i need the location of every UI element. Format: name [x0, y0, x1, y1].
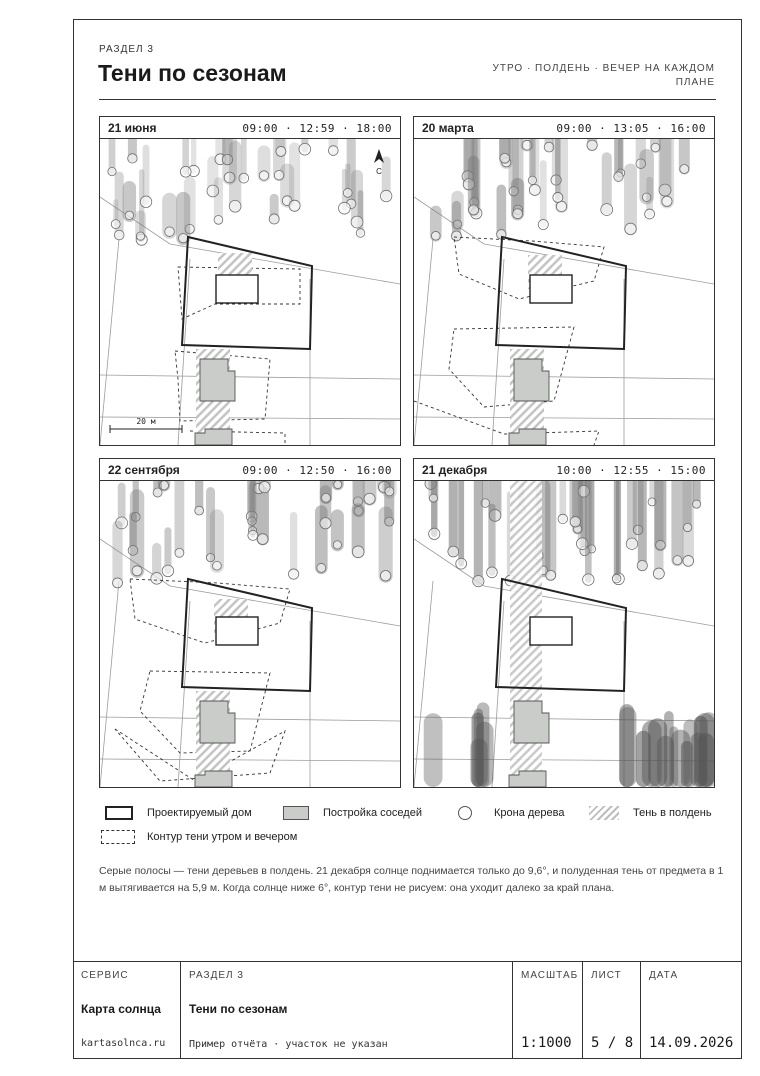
tree-crown	[108, 167, 116, 175]
scale-value: 1:1000	[521, 1035, 572, 1051]
service-url: kartasolnca.ru	[81, 1038, 166, 1049]
tree-crown	[299, 143, 311, 155]
tree-crown	[195, 506, 204, 515]
north-arrow-icon	[374, 149, 384, 163]
tree-crown	[683, 523, 691, 531]
tree-shadow	[690, 733, 705, 787]
legend-noon-shadow-label: Тень в полдень	[633, 807, 712, 819]
tree-shadow	[620, 704, 635, 787]
section-number: РАЗДЕЛ 3	[99, 44, 154, 55]
tree-shadow	[424, 713, 443, 787]
tree-crown	[165, 227, 175, 237]
tree-crown	[276, 146, 286, 156]
parcel-line	[100, 239, 119, 445]
tree-shadow	[545, 481, 556, 581]
tree-shadow	[458, 481, 464, 567]
tree-shadow	[671, 481, 683, 566]
site-plan	[414, 139, 714, 445]
tree-crown	[356, 229, 365, 238]
tree-crown	[653, 568, 664, 579]
parcel-line	[414, 375, 714, 379]
tree-shadow	[614, 481, 620, 581]
scale-label: МАСШТАБ	[521, 970, 579, 981]
tree-crown	[513, 209, 523, 219]
panel-header	[414, 117, 714, 139]
section-title: Тени по сезонам	[189, 1002, 288, 1016]
hatch-swatch	[589, 806, 619, 820]
tree-crown	[680, 164, 689, 173]
tree-crown	[180, 166, 191, 177]
house	[216, 617, 258, 645]
parcel-line	[100, 759, 400, 761]
tree-crown	[645, 209, 655, 219]
parcel-line	[492, 601, 504, 787]
tree-crown	[179, 233, 188, 242]
legend-neighbor-label: Постройка соседей	[323, 807, 422, 819]
tree-crown	[380, 190, 391, 201]
tree-crown	[289, 569, 299, 579]
tree-crown	[529, 184, 540, 195]
tree-crown	[601, 204, 613, 216]
shadow-outline	[130, 579, 290, 643]
tree-crown	[662, 196, 672, 206]
tree-shadow	[174, 481, 184, 558]
panel-date: 22 сентября	[108, 463, 180, 477]
service-name: Карта солнца	[81, 1002, 161, 1016]
panel-times: 09:00 · 12:59 · 18:00	[242, 122, 392, 135]
site-plan	[100, 139, 400, 445]
tree-crown	[259, 171, 268, 180]
tree-crown	[320, 518, 331, 529]
house	[530, 275, 572, 303]
tree-crown	[614, 172, 624, 182]
tree-crown	[385, 487, 394, 496]
parcel-line	[414, 417, 714, 419]
tree-crown	[429, 528, 440, 539]
tree-crown	[538, 219, 548, 229]
parcel-line	[492, 259, 504, 445]
panel-date: 20 марта	[422, 121, 474, 135]
parcel-line	[100, 717, 400, 721]
season-panel-september	[99, 458, 401, 788]
parcel-line	[100, 375, 400, 379]
tree-crown	[583, 574, 594, 585]
shadow-outline	[414, 401, 599, 445]
parcel-line	[170, 244, 400, 284]
tree-crown	[113, 578, 123, 588]
tree-crown	[175, 548, 184, 557]
tree-crown	[500, 153, 510, 163]
tree-crown	[570, 517, 580, 527]
tree-crown	[128, 154, 137, 163]
panel-date: 21 декабря	[422, 463, 488, 477]
tree-crown	[673, 556, 682, 565]
title-block	[73, 961, 742, 1059]
service-label: СЕРВИС	[81, 970, 129, 981]
tree-crown	[214, 215, 223, 224]
tree-shadow	[488, 504, 495, 576]
tree-crown	[651, 143, 660, 152]
tree-crown	[469, 205, 479, 215]
legend-noon-shadow	[589, 806, 712, 820]
tree-crown	[111, 220, 120, 229]
tree-shadow	[250, 481, 255, 538]
tree-crown	[269, 214, 279, 224]
sheet-cell	[583, 962, 641, 1059]
legend-neighbor	[283, 806, 422, 820]
tree-shadow	[642, 720, 662, 787]
tree-shadow	[654, 481, 663, 578]
section-cell	[181, 962, 513, 1059]
site-plan	[100, 481, 400, 787]
tree-shadow	[540, 160, 547, 228]
tree-crown	[114, 230, 124, 240]
sheet-value: 5 / 8	[591, 1035, 634, 1051]
tree-crown	[528, 176, 536, 184]
tree-crown	[153, 488, 162, 497]
tree-shadow	[130, 489, 144, 578]
date-cell	[641, 962, 742, 1059]
tree-crown	[625, 223, 636, 234]
header-rule	[99, 99, 716, 100]
panel-header	[100, 459, 400, 481]
service-cell	[73, 962, 181, 1059]
tree-shadow	[449, 481, 458, 556]
tree-crown	[612, 574, 621, 583]
tree-shadow	[585, 481, 592, 583]
tree-crown	[431, 231, 440, 240]
tree-shadow	[664, 711, 674, 787]
parcel-line	[178, 601, 190, 787]
neighbor-swatch	[283, 806, 309, 820]
scale-cell	[513, 962, 583, 1059]
tree-crown	[456, 558, 467, 569]
tree-crown	[248, 530, 258, 540]
legend-house-label: Проектируемый дом	[147, 807, 252, 819]
explanatory-note: Серые полосы — тени деревьев в полдень. 21 декабря солнце поднимается только до 9,6°, и полуденная тень от предмета в 1 м вытягивается на 5,9 м. Когда солнце ниже 6°, контур тени не рисуем: она уходит далеко за край плана.	[99, 865, 724, 894]
legend	[99, 804, 719, 854]
panel-times: 09:00 · 13:05 · 16:00	[556, 122, 706, 135]
tree-crown	[351, 216, 363, 228]
tree-crown	[487, 567, 498, 578]
tree-crown	[587, 140, 597, 150]
tree-crown	[289, 200, 300, 211]
neighbor-building	[514, 701, 549, 743]
panel-header	[100, 117, 400, 139]
parcel-line	[414, 239, 433, 445]
tree-crown	[151, 573, 163, 585]
panel-times: 10:00 · 12:55 · 15:00	[556, 464, 706, 477]
tree-crown	[229, 200, 241, 212]
tree-crown	[140, 196, 151, 207]
date-label: ДАТА	[649, 970, 679, 981]
tree-crown	[429, 494, 437, 502]
tree-crown	[683, 556, 694, 567]
season-panel-june	[99, 116, 401, 446]
section-note: Пример отчёта · участок не указан	[189, 1039, 388, 1050]
section-label: РАЗДЕЛ 3	[189, 970, 244, 981]
sheet-label: ЛИСТ	[591, 970, 622, 981]
tree-shadow	[638, 481, 647, 570]
tree-crown	[317, 563, 326, 572]
scale-label: 20 м	[136, 417, 156, 426]
date-value: 14.09.2026	[649, 1035, 734, 1051]
tree-crown	[553, 192, 563, 202]
tree-crown	[364, 493, 375, 504]
legend-outline-label: Контур тени утром и вечером	[147, 831, 298, 843]
tree-crown	[448, 546, 459, 557]
tree-crown	[451, 231, 461, 241]
tree-crown	[637, 560, 647, 570]
parcel-line	[100, 581, 119, 787]
tree-shadow	[290, 512, 297, 578]
tree-crown	[343, 188, 352, 197]
tree-crown	[693, 500, 701, 508]
legend-outline	[101, 830, 297, 844]
tree-crown	[546, 570, 556, 580]
north-label: С	[376, 167, 382, 176]
panel-header	[414, 459, 714, 481]
tree-crown	[473, 576, 484, 587]
legend-tree-label: Крона дерева	[494, 807, 565, 819]
house	[530, 617, 572, 645]
tree-crown	[558, 514, 567, 523]
tree-crown-icon	[458, 806, 472, 820]
tree-crown	[380, 571, 390, 581]
house	[216, 275, 258, 303]
season-panel-december	[413, 458, 715, 788]
tree-crown	[328, 146, 338, 156]
site-plan	[414, 481, 714, 787]
tree-crown	[162, 565, 174, 577]
tree-crown	[259, 482, 270, 493]
tree-crown	[333, 541, 341, 549]
tree-crown	[626, 538, 637, 549]
panel-times: 09:00 · 12:50 · 16:00	[242, 464, 392, 477]
legend-tree	[458, 806, 565, 820]
tree-crown	[339, 202, 351, 214]
page-title: Тени по сезонам	[98, 60, 287, 86]
outline-swatch	[101, 830, 135, 844]
tree-shadow	[474, 481, 483, 586]
tree-crown	[136, 232, 144, 240]
season-panel-march	[413, 116, 715, 446]
tree-crown	[213, 561, 222, 570]
panel-date: 21 июня	[108, 121, 157, 135]
parcel-line	[170, 586, 400, 626]
tree-crown	[257, 534, 268, 545]
tree-crown	[352, 546, 364, 558]
tree-shadow	[477, 702, 490, 787]
house-swatch	[105, 806, 133, 820]
tree-crown	[125, 211, 133, 219]
tree-crown	[274, 170, 284, 180]
tree-shadow	[555, 139, 560, 200]
tree-crown	[322, 493, 331, 502]
legend-house	[105, 806, 252, 820]
tree-crown	[132, 566, 142, 576]
page-subtitle: УТРО · ПОЛДЕНЬ · ВЕЧЕР НА КАЖДОМ ПЛАНЕ	[492, 63, 715, 88]
tree-crown	[334, 481, 342, 489]
